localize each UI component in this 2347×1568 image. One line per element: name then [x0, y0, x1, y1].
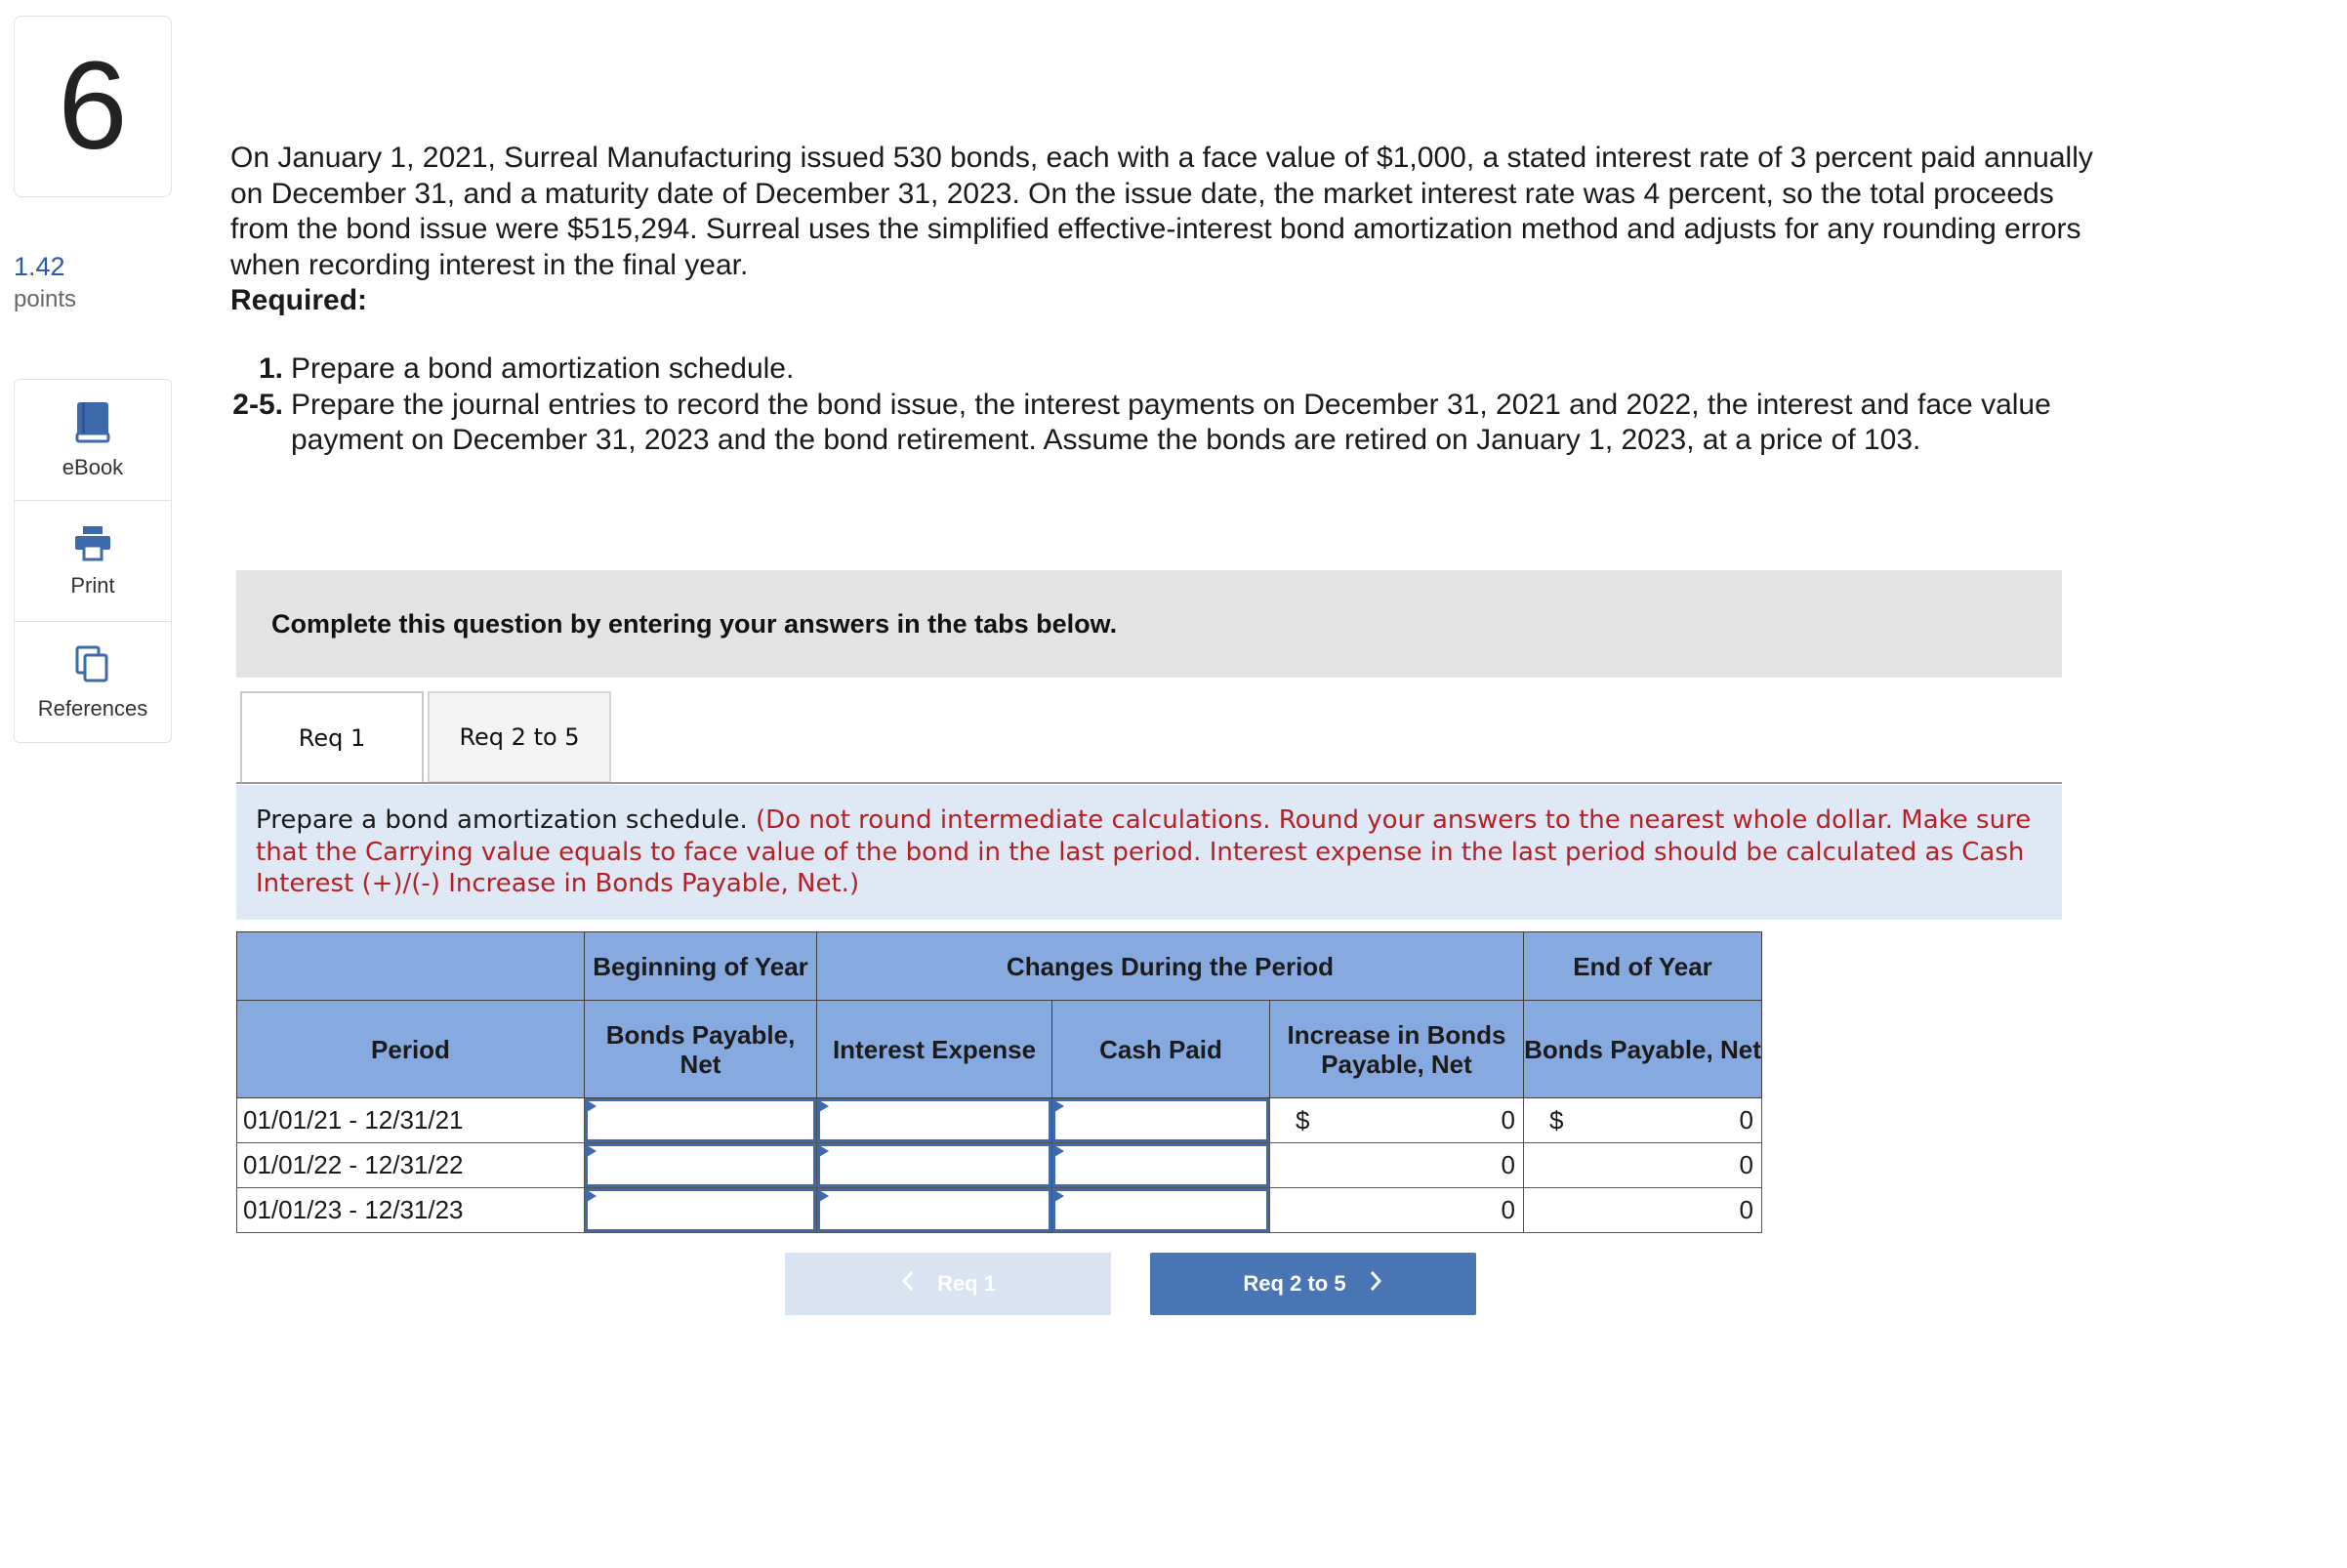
cash-paid-input[interactable]: [1052, 1098, 1269, 1142]
increase-cell: [1270, 1143, 1524, 1188]
printer-icon: [73, 524, 112, 561]
header-interest-expense: Interest Expense: [817, 1001, 1052, 1098]
header-end-of-year: End of Year: [1524, 932, 1762, 1001]
cash-paid-input-cell[interactable]: [1052, 1098, 1270, 1143]
beginning-bonds-input-cell[interactable]: [585, 1188, 817, 1233]
period-cell: 01/01/21 - 12/31/21: [237, 1098, 585, 1143]
header-end-bonds-payable: Bonds Payable, Net: [1524, 1001, 1762, 1098]
interest-expense-input[interactable]: [817, 1143, 1051, 1187]
cash-paid-input-cell[interactable]: [1052, 1143, 1270, 1188]
print-label: Print: [70, 572, 115, 598]
interest-expense-input-cell[interactable]: [817, 1143, 1052, 1188]
prev-req-button[interactable]: [785, 1253, 1111, 1315]
increase-value: 0: [1501, 1195, 1515, 1224]
currency-symbol: $: [1296, 1105, 1310, 1135]
table-row: [237, 1188, 1762, 1233]
end-bonds-cell: [1524, 1188, 1762, 1233]
end-bonds-cell: [1524, 1143, 1762, 1188]
points-value: 1.42: [14, 252, 65, 281]
tab-divider: [236, 782, 2062, 784]
table-row: [237, 1098, 1762, 1143]
interest-expense-input-cell[interactable]: [817, 1188, 1052, 1233]
table-row: [237, 1143, 1762, 1188]
requirements-list: [230, 351, 2105, 459]
beginning-bonds-input[interactable]: [585, 1098, 816, 1142]
end-bonds-value: 0: [1739, 1105, 1753, 1135]
chevron-right-icon: [1368, 1269, 1383, 1299]
book-icon: [73, 400, 112, 443]
question-text: [230, 141, 2105, 319]
instructions-main: Prepare a bond amortization schedule.: [256, 805, 748, 835]
next-req-button[interactable]: [1150, 1253, 1476, 1315]
input-marker-icon: [819, 1145, 829, 1157]
complete-prompt-text: Complete this question by entering your answers in the tabs below.: [271, 608, 1118, 639]
increase-cell: [1270, 1098, 1524, 1143]
interest-expense-input-cell[interactable]: [817, 1098, 1052, 1143]
header-changes-during-period: Changes During the Period: [817, 932, 1524, 1001]
tab-req-1[interactable]: Req 1: [240, 691, 424, 783]
input-marker-icon: [587, 1190, 597, 1202]
currency-symbol: $: [1549, 1105, 1564, 1135]
requirement-item: [230, 388, 2105, 459]
print-button[interactable]: [15, 501, 171, 622]
next-req-label: Req 2 to 5: [1243, 1271, 1346, 1296]
header-cash-paid: Cash Paid: [1052, 1001, 1270, 1098]
period-cell: 01/01/22 - 12/31/22: [237, 1143, 585, 1188]
requirement-text: Prepare a bond amortization schedule.: [291, 352, 795, 385]
requirement-item: [230, 351, 2105, 388]
input-marker-icon: [819, 1190, 829, 1202]
header-increase-bonds-payable: Increase in Bonds Payable, Net: [1270, 1001, 1524, 1098]
instructions: [236, 785, 2062, 920]
points-label: points: [14, 286, 77, 312]
chevron-left-icon: [900, 1269, 916, 1299]
beginning-bonds-input[interactable]: [585, 1143, 816, 1187]
beginning-bonds-input-cell[interactable]: [585, 1098, 817, 1143]
end-bonds-cell: [1524, 1098, 1762, 1143]
header-period: Period: [237, 1001, 585, 1098]
beginning-bonds-input[interactable]: [585, 1188, 816, 1232]
ebook-button[interactable]: [15, 380, 171, 501]
cash-paid-input[interactable]: [1052, 1143, 1269, 1187]
header-beginning-of-year: Beginning of Year: [585, 932, 817, 1001]
requirement-number: 2-5.: [232, 388, 283, 421]
beginning-bonds-input-cell[interactable]: [585, 1143, 817, 1188]
input-marker-icon: [819, 1100, 829, 1112]
complete-prompt: [236, 570, 2062, 678]
requirement-number: 1.: [258, 352, 283, 385]
references-label: References: [37, 695, 148, 721]
question-body: On January 1, 2021, Surreal Manufacturing issued 530 bonds, each with a face value of $1,000, a stated interest rate of 3 percent paid annually on December 31, and a maturity date of December 31, 2023. On the issue date, the market interest rate was 4 percent, so the total proceeds from the bond issue were $515,294. Surreal uses the simplified effective-interest bond amortization method and adjusts for any rounding errors when recording interest in the final year.: [230, 142, 2093, 281]
copy-icon: [73, 643, 112, 684]
input-marker-icon: [1054, 1100, 1064, 1112]
header-bonds-payable-net: Bonds Payable, Net: [585, 1001, 817, 1098]
increase-cell: [1270, 1188, 1524, 1233]
end-bonds-value: 0: [1739, 1195, 1753, 1224]
input-marker-icon: [587, 1145, 597, 1157]
tab-req-2-to-5[interactable]: Req 2 to 5: [428, 691, 611, 783]
requirement-text: Prepare the journal entries to record the bond issue, the interest payments on December 31, 2021 and 2022, the interest and face value payment on December 31, 2023 and the bond retirement. Assume the bonds are retired on January 1, 2023, at a price of 103.: [291, 388, 2051, 456]
amortization-table: [236, 931, 1762, 1233]
prev-req-label: Req 1: [937, 1271, 996, 1296]
input-marker-icon: [1054, 1190, 1064, 1202]
period-cell: 01/01/23 - 12/31/23: [237, 1188, 585, 1233]
cash-paid-input-cell[interactable]: [1052, 1188, 1270, 1233]
cash-paid-input[interactable]: [1052, 1188, 1269, 1232]
instructions-note: (Do not round intermediate calculations. Round your answers to the nearest whole dollar. Make sure that the Carrying value equals to face value of the bond in the last period. Interest expense in the last period should be calculated as Cash Interest (+)/(-) Increase in Bonds Payable, Net.): [256, 805, 2032, 898]
increase-value: 0: [1501, 1105, 1515, 1135]
required-heading: Required:: [230, 284, 368, 316]
increase-value: 0: [1501, 1150, 1515, 1179]
header-blank: [237, 932, 585, 1001]
input-marker-icon: [587, 1100, 597, 1112]
input-marker-icon: [1054, 1145, 1064, 1157]
ebook-label: eBook: [62, 454, 124, 479]
interest-expense-input[interactable]: [817, 1188, 1051, 1232]
interest-expense-input[interactable]: [817, 1098, 1051, 1142]
references-button[interactable]: [15, 622, 171, 742]
tools-panel: [14, 379, 172, 743]
question-number: 6: [14, 16, 172, 197]
end-bonds-value: 0: [1739, 1150, 1753, 1179]
